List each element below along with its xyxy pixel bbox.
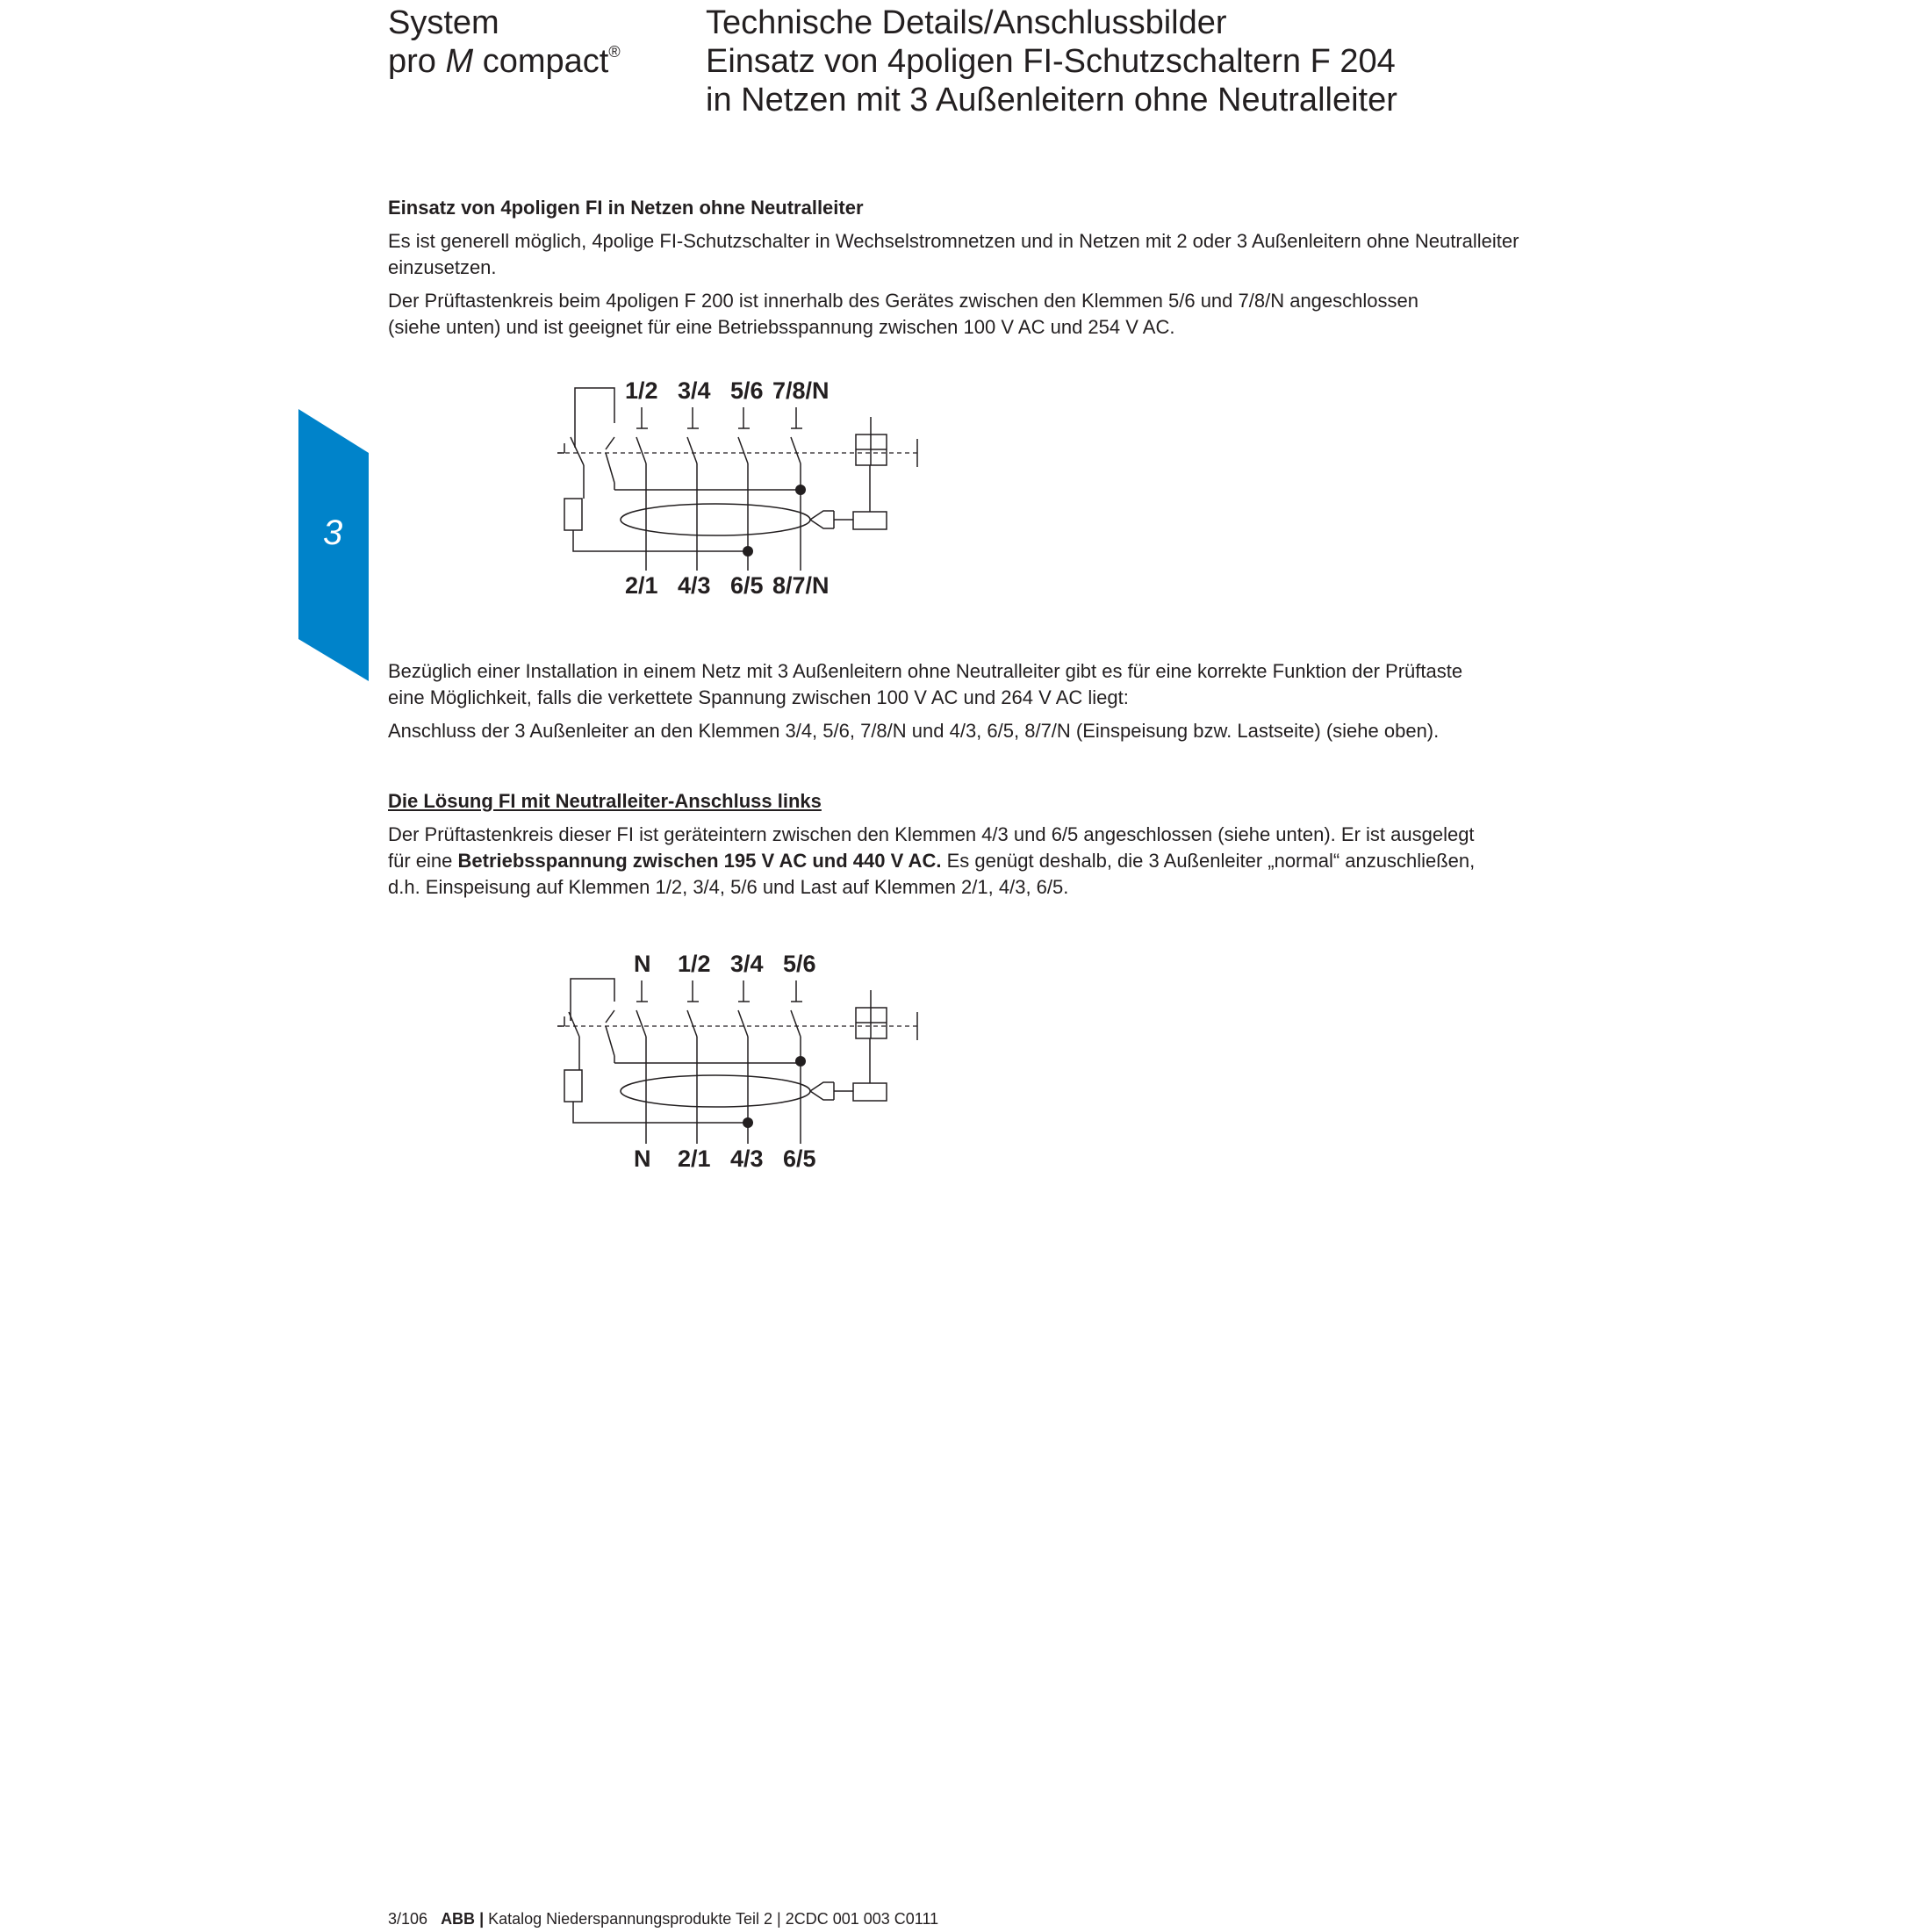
section1-p2-line1: Der Prüftastenkreis beim 4poligen F 200 ist innerhalb des Gerätes zwischen den Klemmen 5/6 und 7/8/N angeschlossen: [388, 290, 1418, 312]
section2-p1-line1: Bezüglich einer Installation in einem Netz mit 3 Außenleitern ohne Neutralleiter gibt es für eine korrekte Funktion der Prüftaste: [388, 660, 1463, 682]
diagram1-bottom-label-4: 8/7/N: [772, 572, 830, 599]
wiring-diagram-1: [544, 369, 930, 606]
section3-line2-post: Es genügt deshalb, die 3 Außenleiter „normal“ anzuschließen,: [941, 850, 1476, 872]
diagram1-top-label-3: 5/6: [730, 377, 764, 404]
diagram1-top-label-2: 3/4: [678, 377, 711, 404]
section3-paragraph: [388, 822, 1634, 901]
diagram1-top-label-4: 7/8/N: [772, 377, 830, 404]
section3-line1: Der Prüftastenkreis dieser FI ist geräteintern zwischen den Klemmen 4/3 und 6/5 angeschlossen (siehe unten). Er ist ausgelegt: [388, 823, 1475, 845]
diagram1-top-label-1: 1/2: [625, 377, 658, 404]
section1-p1-line1: Es ist generell möglich, 4polige FI-Schutzschalter in Wechselstromnetzen und in Netzen mit 2 oder 3 Außenleitern ohne Neutralleiter: [388, 230, 1519, 252]
diagram1-bottom-label-1: 2/1: [625, 572, 658, 599]
page-title: [706, 4, 1397, 119]
section1-heading: Einsatz von 4poligen FI in Netzen ohne Neutralleiter: [388, 197, 864, 219]
section3-line2-pre: für eine: [388, 850, 458, 872]
page-title-line1: Technische Details/Anschlussbilder: [706, 4, 1227, 41]
footer-catalog: Katalog Niederspannungsprodukte Teil 2: [488, 1910, 773, 1928]
wiring-diagram-2: [544, 942, 930, 1179]
diagram2-bottom-label-1: N: [634, 1146, 651, 1172]
product-family-title: [388, 4, 621, 81]
footer-separator-1: |: [475, 1910, 489, 1928]
registered-mark: ®: [608, 43, 621, 61]
footer-brand: ABB: [441, 1910, 476, 1928]
page-footer: [388, 1910, 938, 1928]
product-family-line2: [388, 42, 621, 81]
section1-p2-line2: (siehe unten) und ist geeignet für eine Betriebsspannung zwischen 100 V AC und 254 V AC.: [388, 316, 1175, 338]
section3-line2-bold: Betriebsspannung zwischen 195 V AC und 440 V AC.: [457, 850, 942, 872]
diagram2-bottom-label-2: 2/1: [678, 1146, 711, 1172]
diagram2-top-label-1: N: [634, 951, 651, 977]
diagram1-bottom-label-2: 4/3: [678, 572, 711, 599]
product-family-line1: System: [388, 4, 499, 41]
product-family-post: compact: [473, 43, 609, 80]
section3-line3: d.h. Einspeisung auf Klemmen 1/2, 3/4, 5/6 und Last auf Klemmen 2/1, 4/3, 6/5.: [388, 876, 1069, 898]
section-number: 3: [323, 514, 343, 552]
section1-paragraph1: [388, 228, 1634, 281]
section2-p1-line2: eine Möglichkeit, falls die verkettete Spannung zwischen 100 V AC und 264 V AC liegt:: [388, 686, 1129, 708]
product-family-pre: pro: [388, 43, 446, 80]
section3-heading: Die Lösung FI mit Neutralleiter-Anschluss links: [388, 790, 822, 812]
product-family-italic: M: [445, 43, 474, 80]
section1-paragraph2: [388, 288, 1634, 341]
page-number: 3/106: [388, 1910, 428, 1928]
diagram2-bottom-label-4: 6/5: [783, 1146, 816, 1172]
footer-separator-2: |: [772, 1910, 786, 1928]
section3-line2: [388, 848, 1634, 874]
diagram2-top-label-3: 3/4: [730, 951, 764, 977]
section2-paragraph1: [388, 658, 1634, 711]
diagram2-top-label-4: 5/6: [783, 951, 816, 977]
footer-code: 2CDC 001 003 C0111: [785, 1910, 939, 1928]
diagram2-top-label-2: 1/2: [678, 951, 711, 977]
page-title-line3: in Netzen mit 3 Außenleitern ohne Neutralleiter: [706, 82, 1397, 119]
diagram1-bottom-label-3: 6/5: [730, 572, 764, 599]
section2-paragraph2: Anschluss der 3 Außenleiter an den Klemmen 3/4, 5/6, 7/8/N und 4/3, 6/5, 8/7/N (Einspeisung bzw. Lastseite) (siehe oben).: [388, 720, 1440, 742]
diagram2-bottom-label-3: 4/3: [730, 1146, 764, 1172]
section1-p1-line2: einzusetzen.: [388, 256, 497, 278]
page-title-line2: Einsatz von 4poligen FI-Schutzschaltern F 204: [706, 43, 1396, 80]
